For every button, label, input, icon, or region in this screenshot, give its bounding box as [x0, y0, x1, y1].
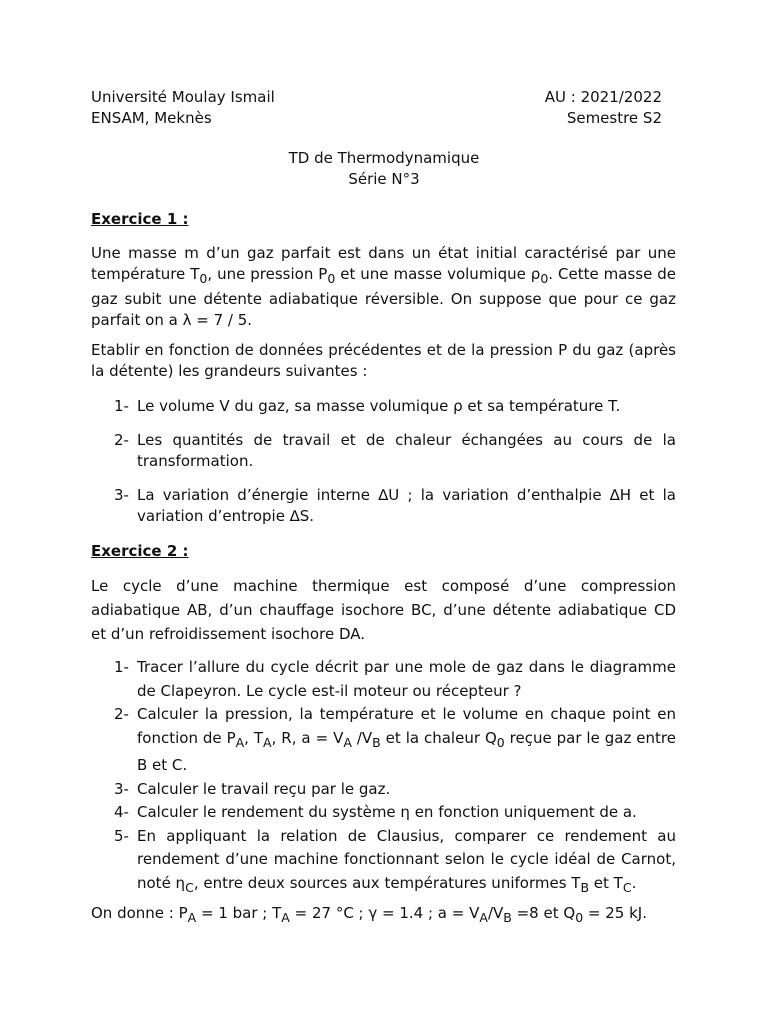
item-number: 2- [114, 705, 129, 723]
item-text: Calculer le rendement du système η en fonction uniquement de a. [137, 803, 637, 821]
school-name: ENSAM, Meknès [91, 109, 212, 127]
semester: Semestre S2 [566, 109, 662, 127]
item-number: 1- [114, 397, 129, 415]
exercise-1-questions [91, 396, 676, 540]
document-title [0, 148, 768, 190]
document-header [91, 87, 662, 129]
item-text: Le volume V du gaz, sa masse volumique ρ et sa température T. [137, 397, 621, 415]
list-item [91, 778, 676, 802]
item-number: 1- [114, 658, 129, 676]
exercise-1-title: Exercice 1 : [91, 210, 189, 228]
exercise-2-intro: Le cycle d’une machine thermique est composé d’une compression adiabatique AB, d’un chauffage isochore BC, d’une détente adiabatique CD et d’un refroidissement isochore DA. [91, 577, 676, 643]
list-item [91, 801, 676, 825]
list-item [91, 656, 676, 703]
item-number: 3- [114, 779, 129, 798]
given-values: On donne : $P_A = 1$ bar ; $T_A = 27$ °C ; γ = 1.4 ; $a = V_A/V_B =8$ et $Q_0 = 25$ kJ. [91, 904, 647, 925]
item-text: La variation d’énergie interne ∆U ; la variation d’enthalpie ∆H et la variation d’entropie ∆S. [137, 486, 676, 525]
item-text: Tracer l’allure du cycle décrit par une mole de gaz dans le diagramme de Clapeyron. Le cycle est-il moteur ou récepteur ? [137, 658, 676, 700]
exercise-2-title: Exercice 2 : [91, 542, 189, 560]
exercise-2-questions [91, 656, 676, 899]
item-number: 2- [114, 431, 129, 449]
item-text: En appliquant la relation de Clausius, comparer ce rendement au rendement d’une machine fonctionnant selon le cycle idéal de Carnot, noté $\eta_C$, entre deux sources aux températures uniformes $T_B$ et $T_C$. [137, 826, 676, 895]
title-course: TD de Thermodynamique [288, 149, 480, 167]
item-number: 4- [114, 803, 129, 821]
list-item [91, 825, 676, 900]
academic-year: AU : 2021/2022 [544, 88, 662, 106]
list-item [91, 430, 676, 472]
exercise-1-task: Etablir en fonction de données précédentes et de la pression P du gaz (après la détente) les grandeurs suivantes : [91, 341, 676, 380]
item-text: Calculer la pression, la température et le volume en chaque point en fonction de $P_A$, $T_A$, R, $a = V_A$ $/V_B$ et la chaleur $Q_0$ reçue par le gaz entre B et C. [137, 705, 676, 774]
list-item [91, 485, 676, 527]
title-series: Série N°3 [348, 170, 420, 188]
item-text: Calculer le travail reçu par le gaz. [137, 779, 391, 798]
item-number: 3- [114, 486, 129, 504]
list-item [91, 703, 676, 778]
item-number: 5- [114, 826, 129, 845]
item-text: Les quantités de travail et de chaleur échangées au cours de la transformation. [137, 431, 676, 470]
list-item [91, 396, 676, 417]
university-name: Université Moulay Ismail [91, 88, 275, 106]
exercise-1-intro: Une masse m d’un gaz parfait est dans un état initial caractérisé par une température $T_0$, une pression $P_0$ et une masse volumique $\rho_0$. Cette masse de gaz subit une détente adiabatique réversible. On suppose que pour ce gaz parfait on a λ = 7 / 5. [91, 244, 676, 329]
